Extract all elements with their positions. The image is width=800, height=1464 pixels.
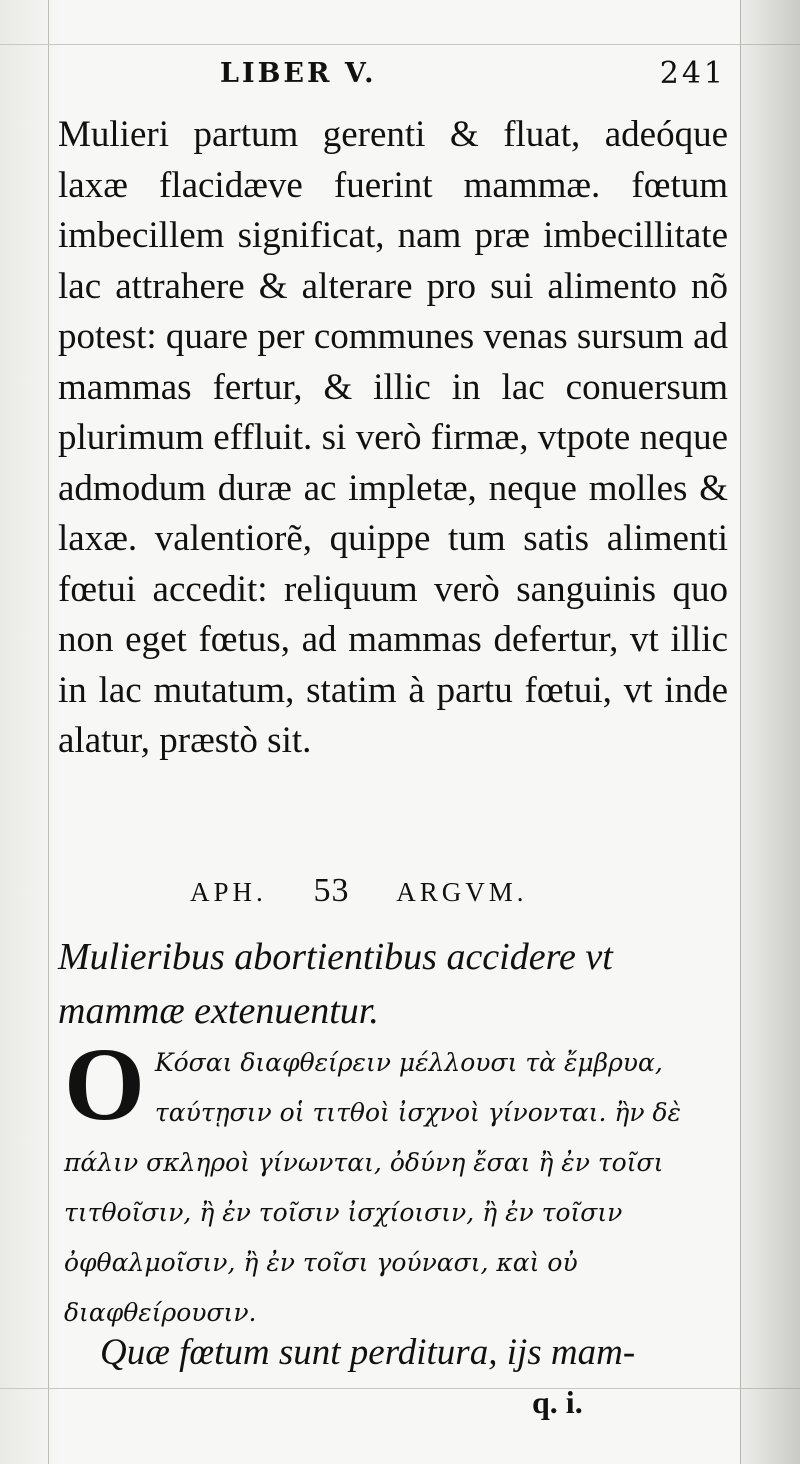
signature-mark: q. i. — [532, 1384, 583, 1420]
latin-translation: Quæ fœtum sunt perditura, ijs mam- — [100, 1332, 636, 1373]
greek-aphorism — [64, 1027, 728, 1338]
page-edge-line — [0, 1388, 800, 1389]
aphorism-argument: Mulieribus abortientibus accidere vt mammæ extenuentur. — [58, 936, 613, 1032]
argum-label: ARGVM. — [396, 877, 528, 907]
running-head: LIBER V. — [220, 58, 377, 89]
aphorism-heading — [190, 872, 650, 910]
page-header — [60, 56, 730, 96]
page-edge-line — [0, 44, 800, 45]
page-edge-line — [48, 0, 49, 1464]
aph-label: APH. — [190, 877, 267, 907]
commentary-paragraph: Mulieri partum gerenti & fluat, adeóque laxæ flacidæve fuerint mammæ. fœtum imbecillem significat, nam præ imbecillitate lac attrahere & alterare pro sui alimento nõ potest: quare per communes venas sursum ad mammas fertur, & illic in lac conuersum plurimum effluit. si verò firmæ, vtpote neque admodum duræ ac impletæ, neque molles & laxæ. valentiorẽ, quippe tum satis alimenti fœtui accedit: reliquum verò sanguinis quo non eget fœtus, ad mammas defertur, vt illic in lac mutatum, statim à partu fœtui, vt inde alatur, præstò sit. — [58, 114, 728, 761]
aphorism-number: 53 — [313, 872, 350, 909]
drop-cap: O — [64, 1027, 145, 1142]
main-text-block — [58, 110, 728, 767]
gutter-shadow — [740, 0, 800, 1464]
page-number: 241 — [659, 56, 726, 91]
greek-text: Κόσαι διαφθείρειν μέλλουσι τὰ ἔμβρυα, ταύτῃσιν οἱ τιτθοὶ ἰσχνοὶ γίνονται. ἢν δὲ πάλιν σκληροὶ γίνωνται, ὀδύνη ἔσαι ἢ ἐν τοῖσι τιτθοῖσιν, ἢ ἐν τοῖσιν ἰσχίοισιν, ἢ ἐν τοῖσιν ὀφθαλμοῖσιν, ἢ ἐν τοῖσι γούνασι, καὶ οὐ διαφθείρουσιν. — [64, 1048, 681, 1327]
